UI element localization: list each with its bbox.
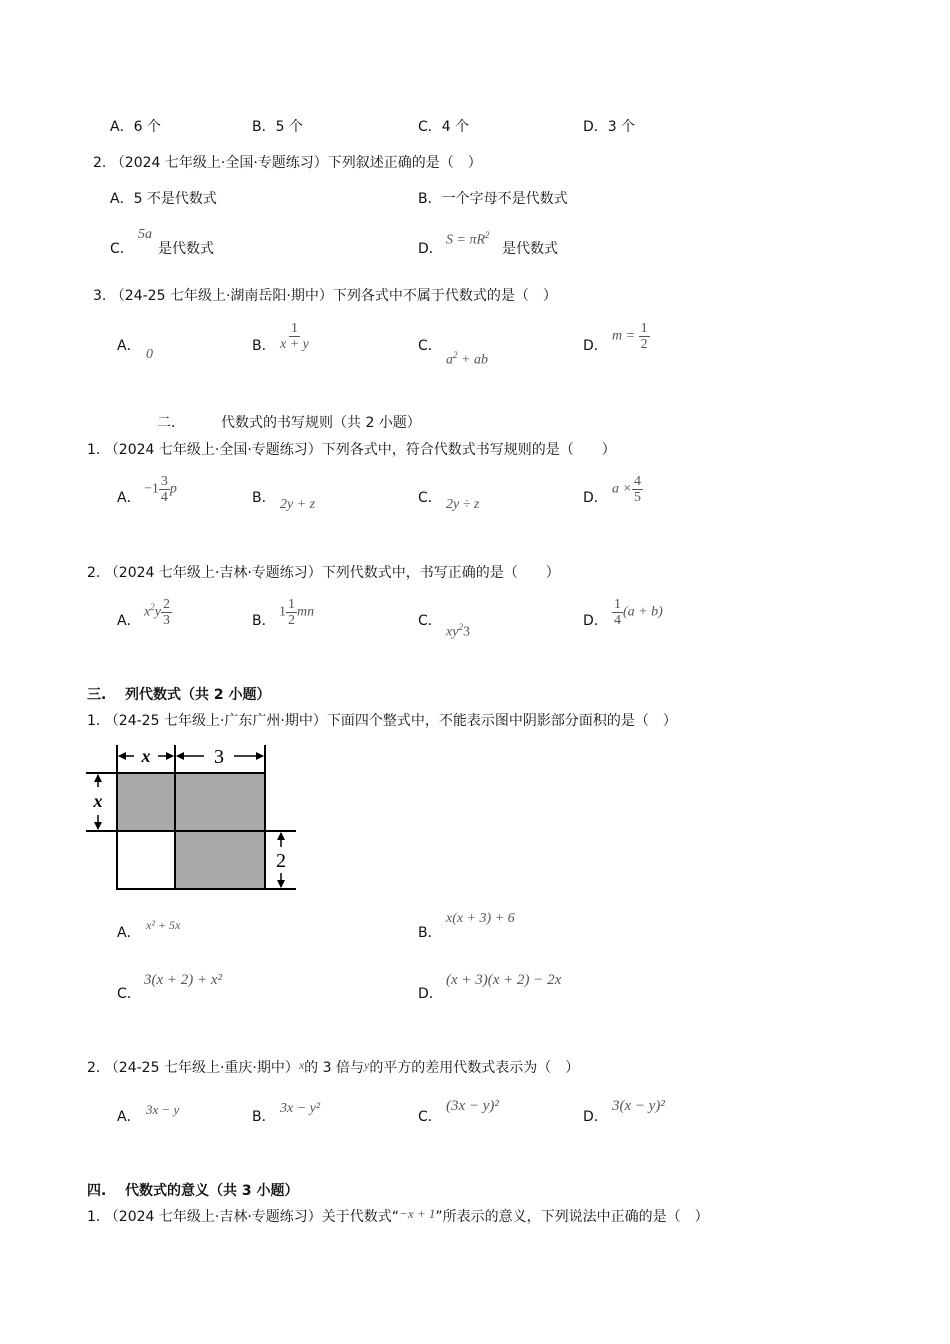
s2q1-option-c-math: 2y ÷ z <box>446 497 480 512</box>
s3q1-option-c-label: C． <box>117 986 141 1002</box>
unshaded-square <box>117 831 175 889</box>
shaded-rect-top <box>175 773 265 831</box>
s2q1-option-d-math: a × $\frac{4}{5}$ <box>612 474 641 505</box>
q2-option-b: B．一个字母不是代数式 <box>418 191 568 207</box>
q3-option-b-label: B． <box>252 338 276 354</box>
s2q1-option-a-label: A． <box>117 490 141 506</box>
s2q2-option-b-math: 1 $\frac{1}{2}$ mn <box>279 597 315 628</box>
fig-label-x-top: x <box>141 746 151 766</box>
area-diagram <box>84 743 304 893</box>
s3q1-option-a-label: A． <box>117 925 141 941</box>
s3q1-option-d-math: (x + 3)(x + 2) − 2x <box>446 972 562 988</box>
s2q1-option-b-math: 2y + z <box>280 497 316 512</box>
s3q2-option-b-math: 3x − y² <box>280 1101 321 1116</box>
s3q1-option-b-label: B． <box>418 925 442 941</box>
s3q2-option-b-label: B． <box>252 1109 276 1125</box>
fig-label-x-left: x <box>93 791 103 811</box>
q3-option-b-math: $\frac{1}{x + y}$ <box>280 321 309 352</box>
q2-option-a: A．5 不是代数式 <box>110 191 217 207</box>
section-4-number: 四. <box>87 1183 107 1199</box>
fig-label-3: 3 <box>214 746 224 768</box>
s2q2-option-c-math: $xy^23$ <box>446 622 470 640</box>
shaded-square-x <box>117 773 175 831</box>
q3-stem: 3. （24-25 七年级上·湖南岳阳·期中）下列各式中不属于代数式的是（ ） <box>93 288 557 304</box>
q2-option-c-text: 是代数式 <box>158 241 214 257</box>
s3q2-option-a-math: 3x − y <box>146 1102 180 1117</box>
q2-stem: 2. （2024 七年级上·全国·专题练习）下列叙述正确的是（ ） <box>93 155 482 171</box>
s2q1-option-b-label: B． <box>252 490 276 506</box>
q1-option-d: D．3 个 <box>583 119 636 135</box>
q3-option-c-label: C． <box>418 338 442 354</box>
s3q1-option-a-math: x² + 5x <box>146 918 181 932</box>
q2-option-d-math: $S = \pi R^2$ <box>446 230 490 248</box>
s3q2-stem: 2. （24-25 七年级上·重庆·期中）x的 3 倍与y的平方的差用代数式表示为（ ） <box>87 1058 580 1076</box>
q1-option-b: B．5 个 <box>252 119 303 135</box>
q1-option-c: C．4 个 <box>418 119 470 135</box>
s3q2-option-a-label: A． <box>117 1109 141 1125</box>
shaded-rect-bottom <box>175 831 265 889</box>
s3q2-option-c-label: C． <box>418 1109 442 1125</box>
q2-option-d-label: D． <box>418 241 443 257</box>
s2q1-option-c-label: C． <box>418 490 442 506</box>
q2-option-c-label: C． <box>110 241 134 257</box>
s3q1-option-d-label: D． <box>418 986 443 1002</box>
s3q2-option-d-label: D． <box>583 1109 608 1125</box>
fig-label-2: 2 <box>276 850 286 872</box>
q2-option-c-math: 5a <box>138 227 152 242</box>
s3q2-option-c-math: (3x − y)² <box>446 1098 499 1114</box>
s3q1-stem: 1. （24-25 七年级上·广东广州·期中）下面四个整式中，不能表示图中阴影部分面积的是（ ） <box>87 713 677 729</box>
s2q1-stem: 1. （2024 七年级上·全国·专题练习）下列各式中，符合代数式书写规则的是（ ） <box>87 442 616 458</box>
s4q1-stem: 1. （2024 七年级上·吉林·专题练习）关于代数式“−x + 1”所表示的意义，下列说法中正确的是（ ） <box>87 1206 709 1225</box>
q3-option-d-label: D． <box>583 338 608 354</box>
s2q2-stem: 2. （2024 七年级上·吉林·专题练习）下列代数式中，书写正确的是（ ） <box>87 565 560 581</box>
section-3-title: 列代数式（共 2 小题） <box>125 687 271 703</box>
q3-option-a-math: 0 <box>146 347 153 362</box>
q3-option-c-math: $a^2$ + ab <box>446 350 488 368</box>
section-2-title: 代数式的书写规则（共 2 小题） <box>221 415 421 431</box>
q3-option-a-label: A． <box>117 338 141 354</box>
s3q2-option-d-math: 3(x − y)² <box>612 1098 665 1114</box>
s2q2-option-a-label: A． <box>117 613 141 629</box>
s2q1-option-a-math: −1 $\frac{3}{4}$ p <box>144 474 177 505</box>
q1-option-a: A．6 个 <box>110 119 161 135</box>
q2-option-d-text: 是代数式 <box>502 241 558 257</box>
s2q2-option-a-math: $x^2y$ $\frac{2}{3}$ <box>144 597 170 628</box>
s2q1-option-d-label: D． <box>583 490 608 506</box>
s2q2-option-b-label: B． <box>252 613 276 629</box>
s2q2-option-d-math: $\frac{1}{4}$ (a + b) <box>614 597 663 628</box>
s3q1-option-b-math: x(x + 3) + 6 <box>446 911 515 926</box>
s2q2-option-c-label: C． <box>418 613 442 629</box>
s3q1-option-c-math: 3(x + 2) + x² <box>144 972 223 988</box>
q3-option-d-math: m = $\frac{1}{2}$ <box>612 321 648 352</box>
section-2-number: 二． <box>157 415 185 431</box>
s2q2-option-d-label: D． <box>583 613 608 629</box>
section-4-title: 代数式的意义（共 3 小题） <box>125 1183 299 1199</box>
section-3-number: 三. <box>87 687 107 703</box>
